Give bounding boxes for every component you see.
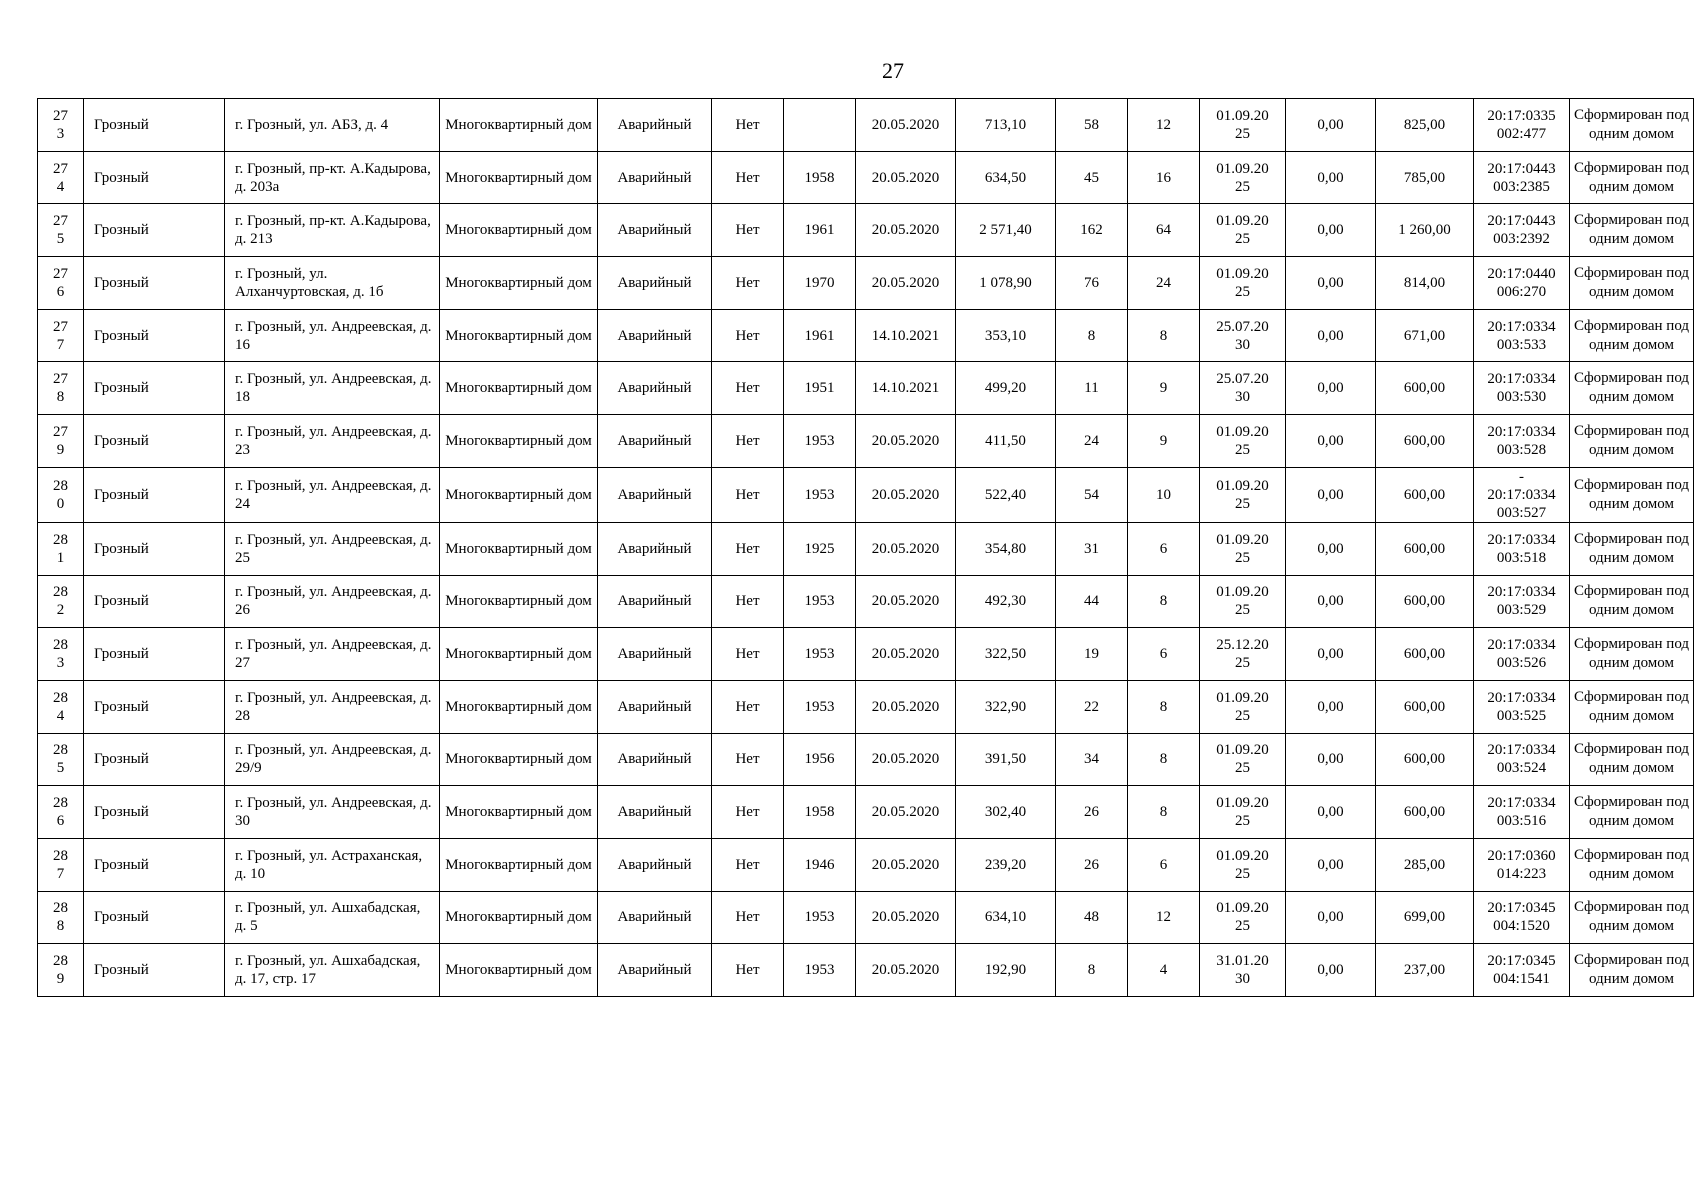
address-cell: г. Грозный, ул. Ашхабадская, д. 5	[225, 891, 440, 944]
flag-cell: Нет	[712, 575, 784, 628]
address-cell: г. Грозный, ул. Андреевская, д. 27	[225, 628, 440, 681]
building-type-cell: Многоквартирный дом	[440, 628, 598, 681]
table-row	[38, 891, 1694, 944]
address-cell: г. Грозный, ул. Андреевская, д. 23	[225, 415, 440, 468]
table-row	[38, 415, 1694, 468]
year-built-cell: 1953	[784, 415, 856, 468]
residents-cell: 45	[1056, 151, 1128, 204]
building-type-cell: Многоквартирный дом	[440, 786, 598, 839]
land-status-cell: Сформирован под одним домом	[1570, 204, 1694, 257]
city-cell: Грозный	[84, 522, 225, 575]
table-row	[38, 733, 1694, 786]
registry-body	[38, 99, 1694, 997]
row-number-cell: 27 6	[38, 257, 84, 310]
condition-cell: Аварийный	[598, 204, 712, 257]
deadline-cell: 25.12.20 25	[1200, 628, 1286, 681]
area-cell: 354,80	[956, 522, 1056, 575]
year-built-cell: 1956	[784, 733, 856, 786]
row-number-cell: 27 4	[38, 151, 84, 204]
address-cell: г. Грозный, пр-кт. А.Кадырова, д. 203а	[225, 151, 440, 204]
city-cell: Грозный	[84, 257, 225, 310]
row-number-cell: 28 2	[38, 575, 84, 628]
residents-cell: 34	[1056, 733, 1128, 786]
area-cell: 353,10	[956, 309, 1056, 362]
condition-cell: Аварийный	[598, 362, 712, 415]
value2-cell: 814,00	[1376, 257, 1474, 310]
flag-cell: Нет	[712, 415, 784, 468]
residents-cell: 8	[1056, 944, 1128, 997]
condition-cell: Аварийный	[598, 891, 712, 944]
flag-cell: Нет	[712, 151, 784, 204]
building-type-cell: Многоквартирный дом	[440, 733, 598, 786]
land-status-cell: Сформирован под одним домом	[1570, 522, 1694, 575]
land-status-cell: Сформирован под одним домом	[1570, 575, 1694, 628]
year-built-cell: 1951	[784, 362, 856, 415]
land-status-cell: Сформирован под одним домом	[1570, 786, 1694, 839]
residents-cell: 162	[1056, 204, 1128, 257]
value1-cell: 0,00	[1286, 467, 1376, 522]
value2-cell: 600,00	[1376, 522, 1474, 575]
row-number-cell: 28 5	[38, 733, 84, 786]
address-cell: г. Грозный, ул. АБЗ, д. 4	[225, 99, 440, 152]
address-cell: г. Грозный, ул. Ашхабадская, д. 17, стр. 17	[225, 944, 440, 997]
city-cell: Грозный	[84, 309, 225, 362]
value1-cell: 0,00	[1286, 362, 1376, 415]
area-cell: 2 571,40	[956, 204, 1056, 257]
deadline-cell: 01.09.20 25	[1200, 151, 1286, 204]
land-status-cell: Сформирован под одним домом	[1570, 680, 1694, 733]
land-status-cell: Сформирован под одним домом	[1570, 628, 1694, 681]
deadline-cell: 01.09.20 25	[1200, 257, 1286, 310]
units-cell: 16	[1128, 151, 1200, 204]
recognition-date-cell: 20.05.2020	[856, 522, 956, 575]
value1-cell: 0,00	[1286, 522, 1376, 575]
recognition-date-cell: 20.05.2020	[856, 467, 956, 522]
units-cell: 4	[1128, 944, 1200, 997]
cadastral-number-cell: 20:17:0345 004:1520	[1474, 891, 1570, 944]
row-number-cell: 28 8	[38, 891, 84, 944]
units-cell: 6	[1128, 838, 1200, 891]
table-row	[38, 838, 1694, 891]
condition-cell: Аварийный	[598, 309, 712, 362]
table-row	[38, 309, 1694, 362]
cadastral-number-cell: 20:17:0334 003:529	[1474, 575, 1570, 628]
recognition-date-cell: 20.05.2020	[856, 786, 956, 839]
building-type-cell: Многоквартирный дом	[440, 522, 598, 575]
deadline-cell: 01.09.20 25	[1200, 575, 1286, 628]
flag-cell: Нет	[712, 204, 784, 257]
value2-cell: 600,00	[1376, 467, 1474, 522]
units-cell: 8	[1128, 786, 1200, 839]
units-cell: 6	[1128, 628, 1200, 681]
deadline-cell: 01.09.20 25	[1200, 99, 1286, 152]
units-cell: 8	[1128, 575, 1200, 628]
condition-cell: Аварийный	[598, 733, 712, 786]
units-cell: 8	[1128, 733, 1200, 786]
address-cell: г. Грозный, пр-кт. А.Кадырова, д. 213	[225, 204, 440, 257]
city-cell: Грозный	[84, 628, 225, 681]
flag-cell: Нет	[712, 786, 784, 839]
deadline-cell: 01.09.20 25	[1200, 204, 1286, 257]
cadastral-number-cell: 20:17:0360 014:223	[1474, 838, 1570, 891]
table-row	[38, 467, 1694, 522]
building-type-cell: Многоквартирный дом	[440, 362, 598, 415]
housing-registry-table	[37, 98, 1694, 997]
table-row	[38, 522, 1694, 575]
recognition-date-cell: 20.05.2020	[856, 99, 956, 152]
year-built-cell: 1953	[784, 680, 856, 733]
table-row	[38, 204, 1694, 257]
flag-cell: Нет	[712, 680, 784, 733]
value1-cell: 0,00	[1286, 415, 1376, 468]
recognition-date-cell: 20.05.2020	[856, 204, 956, 257]
row-number-cell: 28 4	[38, 680, 84, 733]
building-type-cell: Многоквартирный дом	[440, 467, 598, 522]
flag-cell: Нет	[712, 733, 784, 786]
building-type-cell: Многоквартирный дом	[440, 944, 598, 997]
flag-cell: Нет	[712, 628, 784, 681]
land-status-cell: Сформирован под одним домом	[1570, 944, 1694, 997]
value1-cell: 0,00	[1286, 151, 1376, 204]
year-built-cell	[784, 99, 856, 152]
residents-cell: 8	[1056, 309, 1128, 362]
deadline-cell: 01.09.20 25	[1200, 415, 1286, 468]
recognition-date-cell: 20.05.2020	[856, 944, 956, 997]
units-cell: 10	[1128, 467, 1200, 522]
flag-cell: Нет	[712, 891, 784, 944]
recognition-date-cell: 20.05.2020	[856, 151, 956, 204]
recognition-date-cell: 20.05.2020	[856, 733, 956, 786]
city-cell: Грозный	[84, 151, 225, 204]
residents-cell: 31	[1056, 522, 1128, 575]
cadastral-number-cell: 20:17:0440 006:270	[1474, 257, 1570, 310]
table-row	[38, 151, 1694, 204]
flag-cell: Нет	[712, 257, 784, 310]
residents-cell: 76	[1056, 257, 1128, 310]
residents-cell: 11	[1056, 362, 1128, 415]
units-cell: 8	[1128, 680, 1200, 733]
table-row	[38, 99, 1694, 152]
value1-cell: 0,00	[1286, 575, 1376, 628]
area-cell: 634,50	[956, 151, 1056, 204]
cadastral-number-cell: 20:17:0334 003:525	[1474, 680, 1570, 733]
building-type-cell: Многоквартирный дом	[440, 257, 598, 310]
flag-cell: Нет	[712, 522, 784, 575]
value1-cell: 0,00	[1286, 680, 1376, 733]
residents-cell: 19	[1056, 628, 1128, 681]
condition-cell: Аварийный	[598, 257, 712, 310]
land-status-cell: Сформирован под одним домом	[1570, 151, 1694, 204]
deadline-cell: 25.07.20 30	[1200, 362, 1286, 415]
building-type-cell: Многоквартирный дом	[440, 838, 598, 891]
flag-cell: Нет	[712, 944, 784, 997]
cadastral-number-cell: 20:17:0443 003:2385	[1474, 151, 1570, 204]
value2-cell: 671,00	[1376, 309, 1474, 362]
cadastral-number-cell: 20:17:0334 003:516	[1474, 786, 1570, 839]
area-cell: 391,50	[956, 733, 1056, 786]
value1-cell: 0,00	[1286, 628, 1376, 681]
value2-cell: 285,00	[1376, 838, 1474, 891]
condition-cell: Аварийный	[598, 838, 712, 891]
cadastral-number-cell: 20:17:0334 003:518	[1474, 522, 1570, 575]
row-number-cell: 27 3	[38, 99, 84, 152]
land-status-cell: Сформирован под одним домом	[1570, 733, 1694, 786]
deadline-cell: 01.09.20 25	[1200, 680, 1286, 733]
units-cell: 9	[1128, 415, 1200, 468]
deadline-cell: 01.09.20 25	[1200, 467, 1286, 522]
residents-cell: 26	[1056, 786, 1128, 839]
city-cell: Грозный	[84, 680, 225, 733]
year-built-cell: 1970	[784, 257, 856, 310]
deadline-cell: 01.09.20 25	[1200, 891, 1286, 944]
city-cell: Грозный	[84, 786, 225, 839]
table-row	[38, 362, 1694, 415]
area-cell: 492,30	[956, 575, 1056, 628]
units-cell: 8	[1128, 309, 1200, 362]
year-built-cell: 1953	[784, 575, 856, 628]
building-type-cell: Многоквартирный дом	[440, 891, 598, 944]
table-row	[38, 575, 1694, 628]
building-type-cell: Многоквартирный дом	[440, 151, 598, 204]
condition-cell: Аварийный	[598, 628, 712, 681]
building-type-cell: Многоквартирный дом	[440, 309, 598, 362]
value1-cell: 0,00	[1286, 733, 1376, 786]
area-cell: 634,10	[956, 891, 1056, 944]
area-cell: 239,20	[956, 838, 1056, 891]
row-number-cell: 27 8	[38, 362, 84, 415]
cadastral-number-cell: 20:17:0345 004:1541	[1474, 944, 1570, 997]
condition-cell: Аварийный	[598, 415, 712, 468]
condition-cell: Аварийный	[598, 467, 712, 522]
land-status-cell: Сформирован под одним домом	[1570, 362, 1694, 415]
area-cell: 713,10	[956, 99, 1056, 152]
deadline-cell: 31.01.20 30	[1200, 944, 1286, 997]
value1-cell: 0,00	[1286, 309, 1376, 362]
city-cell: Грозный	[84, 891, 225, 944]
recognition-date-cell: 20.05.2020	[856, 257, 956, 310]
cadastral-number-cell: 20:17:0443 003:2392	[1474, 204, 1570, 257]
address-cell: г. Грозный, ул. Андреевская, д. 16	[225, 309, 440, 362]
table-row	[38, 944, 1694, 997]
value2-cell: 785,00	[1376, 151, 1474, 204]
recognition-date-cell: 14.10.2021	[856, 309, 956, 362]
year-built-cell: 1925	[784, 522, 856, 575]
area-cell: 1 078,90	[956, 257, 1056, 310]
land-status-cell: Сформирован под одним домом	[1570, 257, 1694, 310]
units-cell: 12	[1128, 891, 1200, 944]
condition-cell: Аварийный	[598, 680, 712, 733]
address-cell: г. Грозный, ул. Андреевская, д. 26	[225, 575, 440, 628]
area-cell: 322,50	[956, 628, 1056, 681]
residents-cell: 24	[1056, 415, 1128, 468]
residents-cell: 44	[1056, 575, 1128, 628]
year-built-cell: 1958	[784, 151, 856, 204]
year-built-cell: 1958	[784, 786, 856, 839]
condition-cell: Аварийный	[598, 99, 712, 152]
recognition-date-cell: 14.10.2021	[856, 362, 956, 415]
recognition-date-cell: 20.05.2020	[856, 628, 956, 681]
area-cell: 302,40	[956, 786, 1056, 839]
year-built-cell: 1953	[784, 628, 856, 681]
units-cell: 64	[1128, 204, 1200, 257]
land-status-cell: Сформирован под одним домом	[1570, 415, 1694, 468]
flag-cell: Нет	[712, 309, 784, 362]
value1-cell: 0,00	[1286, 891, 1376, 944]
table-row	[38, 257, 1694, 310]
deadline-cell: 25.07.20 30	[1200, 309, 1286, 362]
row-number-cell: 27 9	[38, 415, 84, 468]
cadastral-number-cell: - 20:17:0334 003:527	[1474, 467, 1570, 522]
value2-cell: 600,00	[1376, 415, 1474, 468]
recognition-date-cell: 20.05.2020	[856, 575, 956, 628]
building-type-cell: Многоквартирный дом	[440, 575, 598, 628]
address-cell: г. Грозный, ул. Андреевская, д. 18	[225, 362, 440, 415]
city-cell: Грозный	[84, 99, 225, 152]
value2-cell: 600,00	[1376, 628, 1474, 681]
land-status-cell: Сформирован под одним домом	[1570, 309, 1694, 362]
address-cell: г. Грозный, ул. Андреевская, д. 29/9	[225, 733, 440, 786]
area-cell: 192,90	[956, 944, 1056, 997]
address-cell: г. Грозный, ул. Алханчуртовская, д. 1б	[225, 257, 440, 310]
flag-cell: Нет	[712, 467, 784, 522]
value1-cell: 0,00	[1286, 257, 1376, 310]
city-cell: Грозный	[84, 944, 225, 997]
address-cell: г. Грозный, ул. Андреевская, д. 25	[225, 522, 440, 575]
city-cell: Грозный	[84, 838, 225, 891]
value1-cell: 0,00	[1286, 99, 1376, 152]
row-number-cell: 28 7	[38, 838, 84, 891]
cadastral-number-cell: 20:17:0334 003:533	[1474, 309, 1570, 362]
deadline-cell: 01.09.20 25	[1200, 838, 1286, 891]
condition-cell: Аварийный	[598, 944, 712, 997]
area-cell: 522,40	[956, 467, 1056, 522]
value2-cell: 600,00	[1376, 575, 1474, 628]
year-built-cell: 1961	[784, 204, 856, 257]
year-built-cell: 1953	[784, 891, 856, 944]
units-cell: 6	[1128, 522, 1200, 575]
land-status-cell: Сформирован под одним домом	[1570, 99, 1694, 152]
page-number: 27	[882, 58, 904, 83]
table-row	[38, 786, 1694, 839]
residents-cell: 54	[1056, 467, 1128, 522]
deadline-cell: 01.09.20 25	[1200, 786, 1286, 839]
table-row	[38, 680, 1694, 733]
city-cell: Грозный	[84, 575, 225, 628]
city-cell: Грозный	[84, 733, 225, 786]
area-cell: 499,20	[956, 362, 1056, 415]
value2-cell: 1 260,00	[1376, 204, 1474, 257]
flag-cell: Нет	[712, 838, 784, 891]
area-cell: 322,90	[956, 680, 1056, 733]
cadastral-number-cell: 20:17:0334 003:524	[1474, 733, 1570, 786]
value1-cell: 0,00	[1286, 204, 1376, 257]
building-type-cell: Многоквартирный дом	[440, 680, 598, 733]
value1-cell: 0,00	[1286, 838, 1376, 891]
row-number-cell: 27 7	[38, 309, 84, 362]
address-cell: г. Грозный, ул. Андреевская, д. 28	[225, 680, 440, 733]
cadastral-number-cell: 20:17:0334 003:528	[1474, 415, 1570, 468]
city-cell: Грозный	[84, 467, 225, 522]
address-cell: г. Грозный, ул. Андреевская, д. 24	[225, 467, 440, 522]
recognition-date-cell: 20.05.2020	[856, 838, 956, 891]
units-cell: 24	[1128, 257, 1200, 310]
units-cell: 12	[1128, 99, 1200, 152]
building-type-cell: Многоквартирный дом	[440, 99, 598, 152]
city-cell: Грозный	[84, 204, 225, 257]
land-status-cell: Сформирован под одним домом	[1570, 838, 1694, 891]
year-built-cell: 1946	[784, 838, 856, 891]
recognition-date-cell: 20.05.2020	[856, 680, 956, 733]
year-built-cell: 1953	[784, 467, 856, 522]
value2-cell: 600,00	[1376, 680, 1474, 733]
city-cell: Грозный	[84, 362, 225, 415]
recognition-date-cell: 20.05.2020	[856, 891, 956, 944]
units-cell: 9	[1128, 362, 1200, 415]
city-cell: Грозный	[84, 415, 225, 468]
value2-cell: 600,00	[1376, 733, 1474, 786]
residents-cell: 48	[1056, 891, 1128, 944]
flag-cell: Нет	[712, 362, 784, 415]
value2-cell: 600,00	[1376, 362, 1474, 415]
row-number-cell: 28 0	[38, 467, 84, 522]
recognition-date-cell: 20.05.2020	[856, 415, 956, 468]
flag-cell: Нет	[712, 99, 784, 152]
building-type-cell: Многоквартирный дом	[440, 204, 598, 257]
row-number-cell: 28 6	[38, 786, 84, 839]
area-cell: 411,50	[956, 415, 1056, 468]
building-type-cell: Многоквартирный дом	[440, 415, 598, 468]
residents-cell: 22	[1056, 680, 1128, 733]
year-built-cell: 1953	[784, 944, 856, 997]
condition-cell: Аварийный	[598, 151, 712, 204]
cadastral-number-cell: 20:17:0335 002:477	[1474, 99, 1570, 152]
address-cell: г. Грозный, ул. Астраханская, д. 10	[225, 838, 440, 891]
cadastral-number-cell: 20:17:0334 003:526	[1474, 628, 1570, 681]
cadastral-number-cell: 20:17:0334 003:530	[1474, 362, 1570, 415]
value1-cell: 0,00	[1286, 944, 1376, 997]
condition-cell: Аварийный	[598, 575, 712, 628]
condition-cell: Аварийный	[598, 522, 712, 575]
row-number-cell: 28 9	[38, 944, 84, 997]
address-cell: г. Грозный, ул. Андреевская, д. 30	[225, 786, 440, 839]
row-number-cell: 28 1	[38, 522, 84, 575]
residents-cell: 58	[1056, 99, 1128, 152]
deadline-cell: 01.09.20 25	[1200, 522, 1286, 575]
row-number-cell: 28 3	[38, 628, 84, 681]
value2-cell: 825,00	[1376, 99, 1474, 152]
value2-cell: 699,00	[1376, 891, 1474, 944]
deadline-cell: 01.09.20 25	[1200, 733, 1286, 786]
value2-cell: 237,00	[1376, 944, 1474, 997]
land-status-cell: Сформирован под одним домом	[1570, 467, 1694, 522]
land-status-cell: Сформирован под одним домом	[1570, 891, 1694, 944]
table-row	[38, 628, 1694, 681]
residents-cell: 26	[1056, 838, 1128, 891]
condition-cell: Аварийный	[598, 786, 712, 839]
row-number-cell: 27 5	[38, 204, 84, 257]
value1-cell: 0,00	[1286, 786, 1376, 839]
year-built-cell: 1961	[784, 309, 856, 362]
value2-cell: 600,00	[1376, 786, 1474, 839]
